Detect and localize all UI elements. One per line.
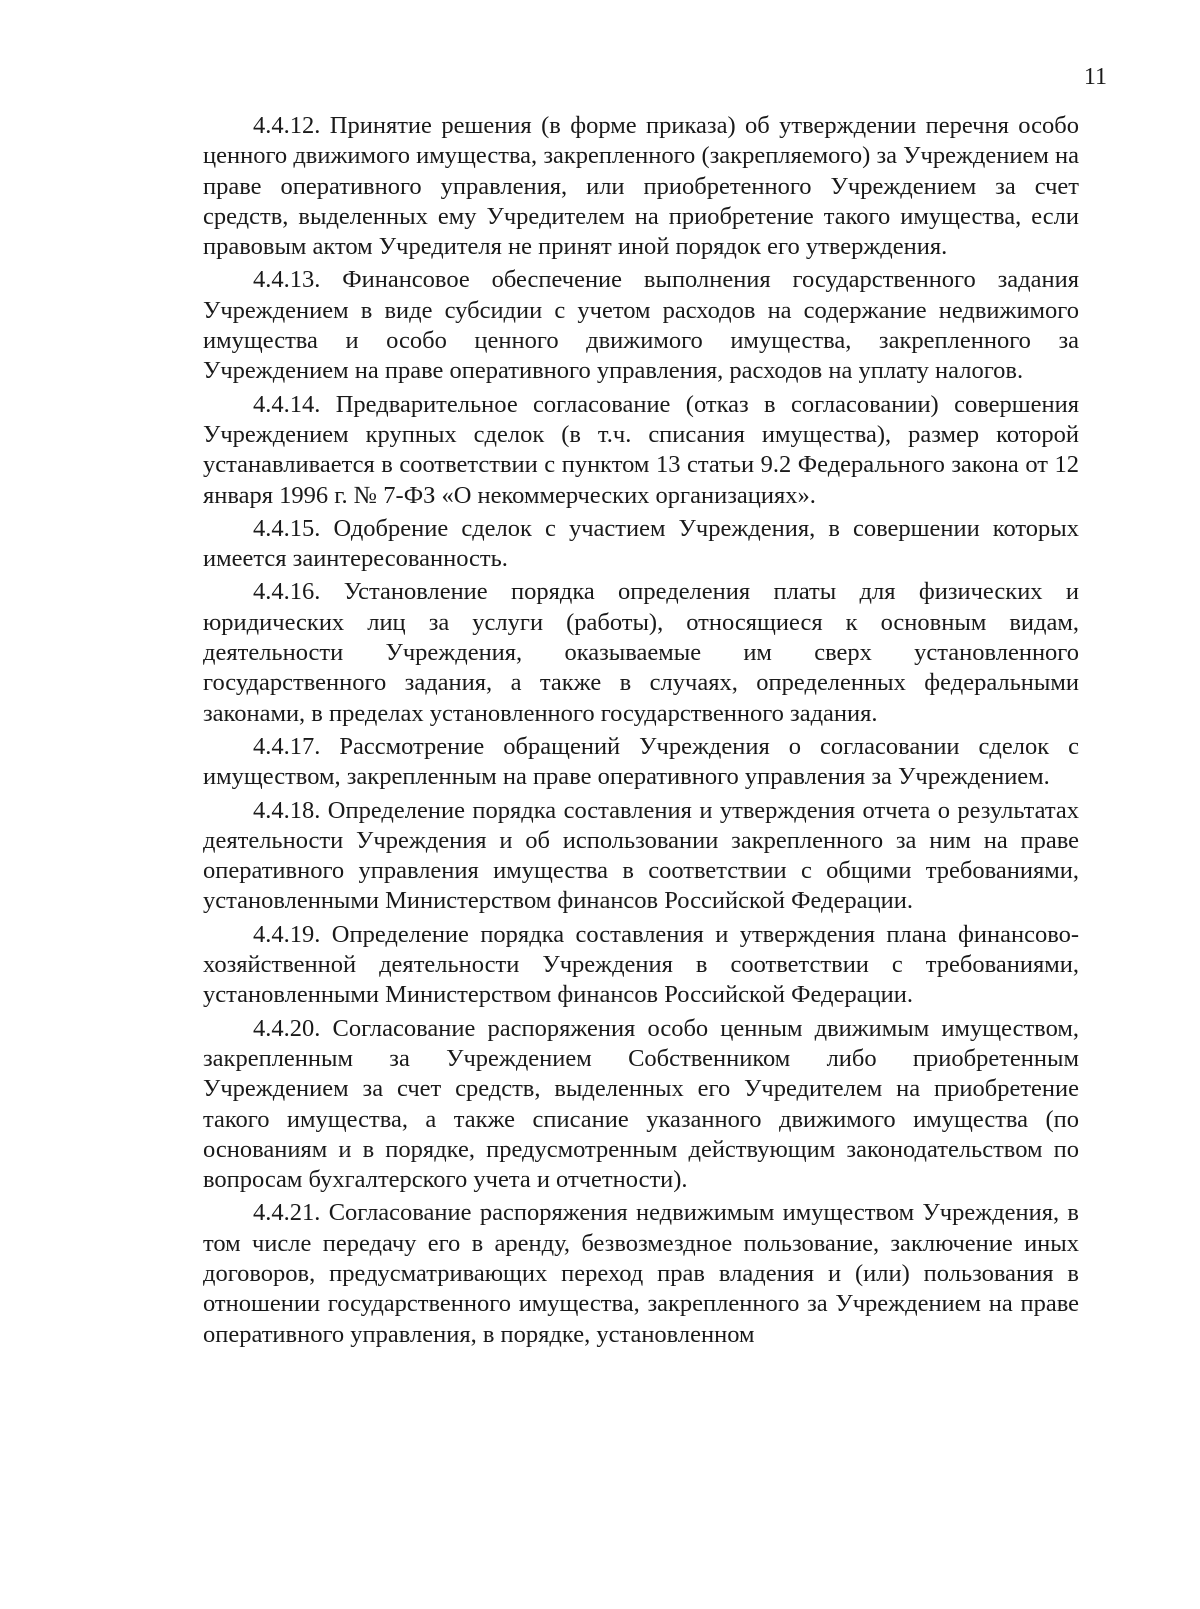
page-number: 11 [1083,64,1107,90]
paragraph-4-4-20: 4.4.20. Согласование распоряжения особо ценным движимым имуществом, закрепленным за Учреждением Собственником либо приобретенным Учреждением за счет средств, выделенных его Учредителем на приобретение такого имущества, а также списание указанного движимого имущества (по основаниям и в порядке, предусмотренным действующим законодательством по вопросам бухгалтерского учета и отчетности). [203,1014,1079,1194]
paragraph-4-4-16: 4.4.16. Установление порядка определения платы для физических и юридических лиц за услуги (работы), относящиеся к основным видам, деятельности Учреждения, оказываемые им сверх установленного государственного задания, а также в случаях, определенных федеральными законами, в пределах установленного государственного задания. [203,578,1079,727]
paragraph-4-4-15: 4.4.15. Одобрение сделок с участием Учреждения, в совершении которых имеется заинтересованность. [203,514,1079,573]
paragraph-4-4-18: 4.4.18. Определение порядка составления и утверждения отчета о результатах деятельности Учреждения и об использовании закрепленного за ним на праве оперативного управления имущества в соответствии с общими требованиями, установленными Министерством финансов Российской Федерации. [203,796,1079,915]
document-body [203,111,1079,1353]
paragraph-4-4-19: 4.4.19. Определение порядка составления и утверждения плана финансово-хозяйственной деятельности Учреждения в соответствии с требованиями, установленными Министерством финансов Российской Федерации. [203,920,1079,1009]
paragraph-4-4-12: 4.4.12. Принятие решения (в форме приказа) об утверждении перечня особо ценного движимого имущества, закрепленного (закрепляемого) за Учреждением на праве оперативного управления, или приобретенного Учреждением за счет средств, выделенных ему Учредителем на приобретение такого имущества, если правовым актом Учредителя не принят иной порядок его утверждения. [203,112,1079,261]
paragraph-4-4-21: 4.4.21. Согласование распоряжения недвижимым имуществом Учреждения, в том числе передачу его в аренду, безвозмездное пользование, заключение иных договоров, предусматривающих переход прав владения и (или) пользования в отношении государственного имущества, закрепленного за Учреждением на праве оперативного управления, в порядке, установленном [203,1199,1079,1348]
paragraph-4-4-13: 4.4.13. Финансовое обеспечение выполнения государственного задания Учреждением в виде субсидии с учетом расходов на содержание недвижимого имущества и особо ценного движимого имущества, закрепленного за Учреждением на праве оперативного управления, расходов на уплату налогов. [203,266,1079,385]
paragraph-4-4-14: 4.4.14. Предварительное согласование (отказ в согласовании) совершения Учреждением крупных сделок (в т.ч. списания имущества), размер которой устанавливается в соответствии с пунктом 13 статьи 9.2 Федерального закона от 12 января 1996 г. № 7-ФЗ «О некоммерческих организациях». [203,390,1079,509]
paragraph-4-4-17: 4.4.17. Рассмотрение обращений Учреждения о согласовании сделок с имуществом, закрепленным на праве оперативного управления за Учреждением. [203,732,1079,791]
